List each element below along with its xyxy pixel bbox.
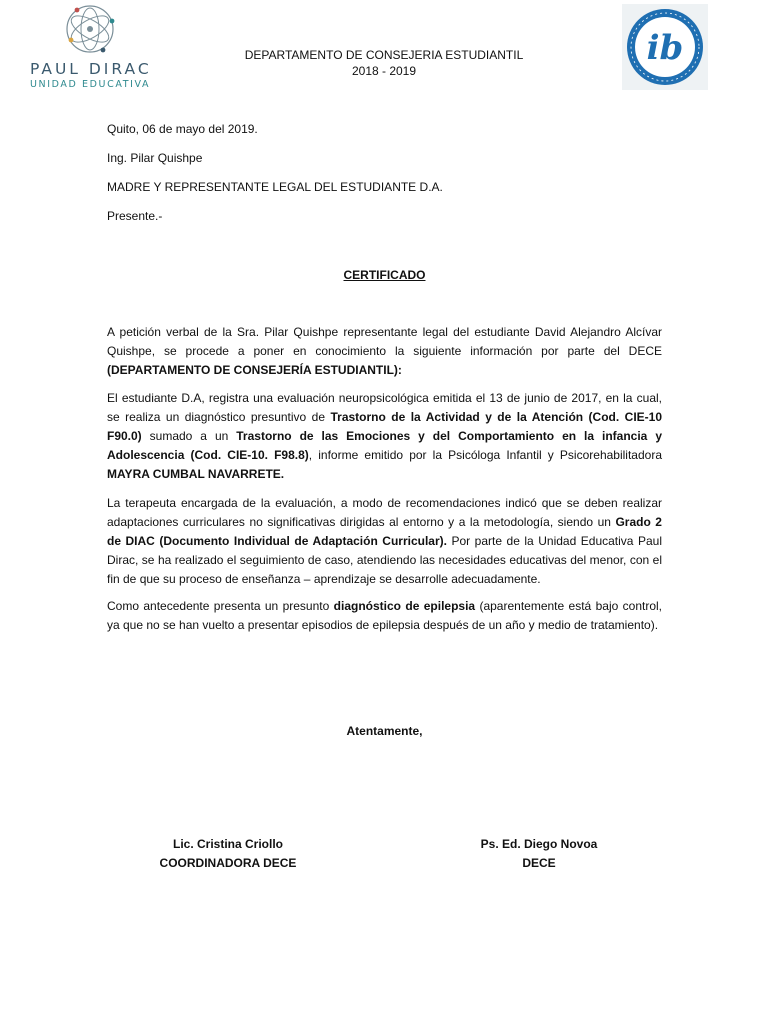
p4-text-c: (aparentemente está bajo control, ya que no se han vuelto a presentar episodios de epilepsia después de un año y medio de tratamiento).: [107, 599, 663, 632]
p3-text-a: La terapeuta encargada de la evaluación, a modo de recomendaciones indicó que se deben realizar adaptaciones curriculares no significativas dirigidas al entorno y a la metodología, siendo un: [107, 496, 662, 529]
p2-diagnosis-2: Trastorno de las Emociones y del Comportamiento en la infancia y Adolescencia (Cod. CIE-10. F98.8): [107, 429, 662, 462]
school-name: PAUL DIRAC: [30, 60, 152, 78]
recipient-name: Ing. Pilar Quishpe: [107, 151, 203, 165]
p2-diagnosis-1: Trastorno de la Actividad y de la Atención (Cod. CIE-10 F90.0): [107, 410, 663, 443]
p2-text-a: El estudiante D.A, registra una evaluación neuropsicológica emitida el 13 de junio de 2017, en la cual, se realiza un diagnóstico presuntivo de: [107, 391, 662, 424]
recipient-role: MADRE Y REPRESENTANTE LEGAL DEL ESTUDIANTE D.A.: [107, 180, 443, 194]
document-title: CERTIFICADO: [343, 268, 426, 282]
paragraph-request: [107, 323, 662, 380]
header-title: [200, 47, 568, 79]
school-year: 2018 - 2019: [351, 64, 417, 78]
p3-diac: Grado 2 de DIAC (Documento Individual de Adaptación Curricular).: [107, 515, 662, 548]
place-date: Quito, 06 de mayo del 2019.: [107, 122, 258, 136]
svg-text:ib: ib: [646, 28, 684, 68]
atom-logo-icon: [63, 2, 117, 56]
school-logo: [30, 2, 150, 97]
signature-coordinator: [98, 835, 358, 873]
closing: Atentamente,: [346, 724, 423, 738]
paragraph-epilepsy: [107, 597, 662, 635]
signature-name: Lic. Cristina Criollo: [172, 837, 283, 851]
p2-psychologist: MAYRA CUMBAL NAVARRETE.: [107, 467, 285, 481]
p4-text-a: Como antecedente presenta un presunto: [107, 599, 334, 613]
paragraph-recommendations: [107, 494, 662, 589]
signature-title: DECE: [522, 856, 556, 870]
p1-bold: (DEPARTAMENTO DE CONSEJERÍA ESTUDIANTIL):: [107, 363, 402, 377]
ib-world-school-logo: [622, 4, 708, 90]
p2-text-e: , informe emitido por la Psicóloga Infantil y Psicorehabilitadora: [308, 448, 662, 462]
p3-text-c: Por parte de la Unidad Educativa Paul Dirac, se ha realizado el seguimiento de caso, atendiendo las necesidades educativas del menor, con el fin de que su proceso de enseñanza – aprendizaje se desarrolle adecuadamente.: [107, 534, 663, 586]
department-name: DEPARTAMENTO DE CONSEJERIA ESTUDIANTIL: [244, 48, 524, 62]
p4-diagnosis: diagnóstico de epilepsia: [333, 599, 476, 613]
signature-title: COORDINADORA DECE: [159, 856, 297, 870]
paragraph-evaluation: [107, 389, 662, 484]
ib-seal-icon: [622, 4, 708, 90]
signature-dece: [409, 835, 669, 873]
p1-text: A petición verbal de la Sra. Pilar Quishpe representante legal del estudiante David Alejandro Alcívar Quishpe, se procede a poner en conocimiento la siguiente información por parte del DECE: [107, 325, 662, 358]
school-subtitle: UNIDAD EDUCATIVA: [30, 79, 151, 90]
salutation: Presente.-: [107, 209, 163, 223]
p2-text-c: sumado a un: [141, 429, 237, 443]
signature-name: Ps. Ed. Diego Novoa: [480, 837, 598, 851]
